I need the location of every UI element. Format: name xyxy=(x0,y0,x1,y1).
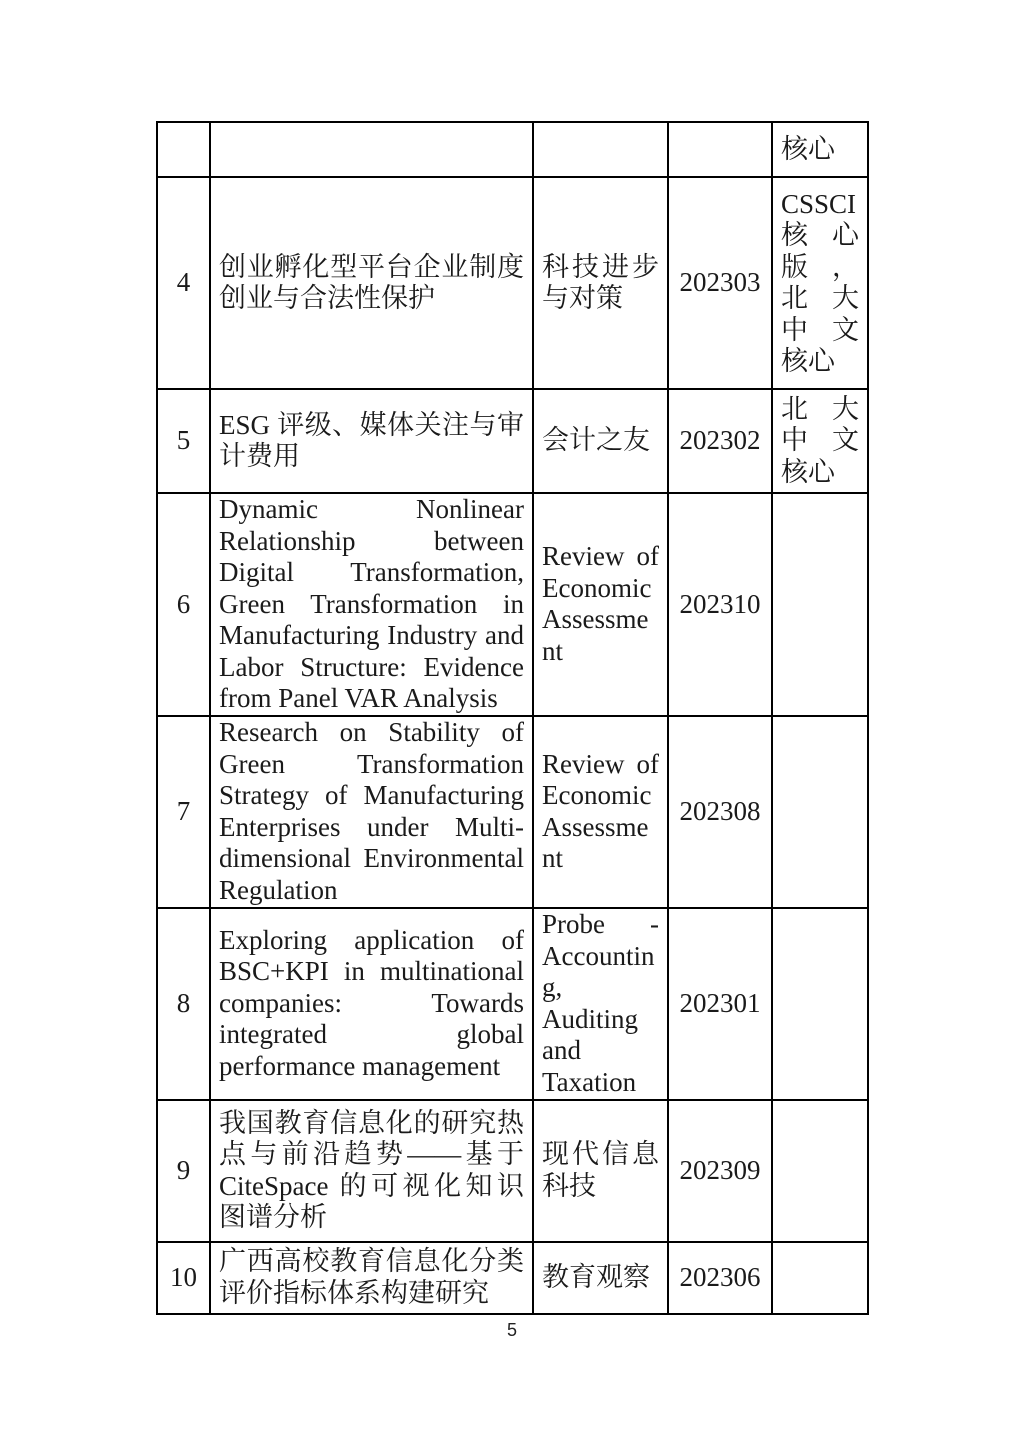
period-cell: 202301 xyxy=(668,908,772,1100)
table-row xyxy=(157,1100,868,1242)
journal-cell: Review of Economic Assessment xyxy=(533,493,668,716)
table-row xyxy=(157,1242,868,1314)
table-row xyxy=(157,908,868,1100)
row-number-cell: 5 xyxy=(157,389,210,493)
journal-cell: Review of Economic Assessment xyxy=(533,716,668,908)
title-cell: Research on Stability of Green Transformation Strategy of Manufacturing Enterprises under Multi-dimensional Environmental Regulation xyxy=(210,716,533,908)
title-cell: Dynamic Nonlinear Relationship between Digital Transformation, Green Transformation in Manufacturing Industry and Labor Structure: Evidence from Panel VAR Analysis xyxy=(210,493,533,716)
journal-cell: 科技进步与对策 xyxy=(533,177,668,389)
period-cell: 202308 xyxy=(668,716,772,908)
table-row xyxy=(157,716,868,908)
row-number-cell: 9 xyxy=(157,1100,210,1242)
title-cell xyxy=(210,122,533,177)
row-number-cell: 6 xyxy=(157,493,210,716)
row-number-cell: 7 xyxy=(157,716,210,908)
period-cell: 202309 xyxy=(668,1100,772,1242)
title-cell: ESG 评级、媒体关注与审计费用 xyxy=(210,389,533,493)
title-cell: Exploring application of BSC+KPI in multinational companies: Towards integrated global performance management xyxy=(210,908,533,1100)
journal-cell: 会计之友 xyxy=(533,389,668,493)
core-status-cell xyxy=(772,493,868,716)
core-status-cell: CSSCI 核心版，北大中文核心 xyxy=(772,177,868,389)
core-status-cell xyxy=(772,1242,868,1314)
title-cell: 我国教育信息化的研究热点与前沿趋势——基于 CiteSpace 的可视化知识图谱分析 xyxy=(210,1100,533,1242)
table-row xyxy=(157,389,868,493)
title-cell: 广西高校教育信息化分类评价指标体系构建研究 xyxy=(210,1242,533,1314)
row-number-cell: 10 xyxy=(157,1242,210,1314)
table-row-continued xyxy=(157,122,868,177)
period-cell: 202306 xyxy=(668,1242,772,1314)
core-status-cell: 核心 xyxy=(772,122,868,177)
row-number-cell: 4 xyxy=(157,177,210,389)
journal-cell xyxy=(533,122,668,177)
page-number: 5 xyxy=(506,1320,517,1340)
table-row xyxy=(157,493,868,716)
core-status-cell: 北大中文核心 xyxy=(772,389,868,493)
journal-cell: 教育观察 xyxy=(533,1242,668,1314)
core-status-cell xyxy=(772,908,868,1100)
journal-cell: 现代信息科技 xyxy=(533,1100,668,1242)
period-cell xyxy=(668,122,772,177)
title-cell: 创业孵化型平台企业制度创业与合法性保护 xyxy=(210,177,533,389)
core-status-cell xyxy=(772,1100,868,1242)
journal-cell: Probe - Accounting, Auditing and Taxation xyxy=(533,908,668,1100)
row-number-cell xyxy=(157,122,210,177)
publications-table xyxy=(156,121,869,1315)
period-cell: 202310 xyxy=(668,493,772,716)
core-status-cell xyxy=(772,716,868,908)
period-cell: 202303 xyxy=(668,177,772,389)
row-number-cell: 8 xyxy=(157,908,210,1100)
table-row xyxy=(157,177,868,389)
period-cell: 202302 xyxy=(668,389,772,493)
